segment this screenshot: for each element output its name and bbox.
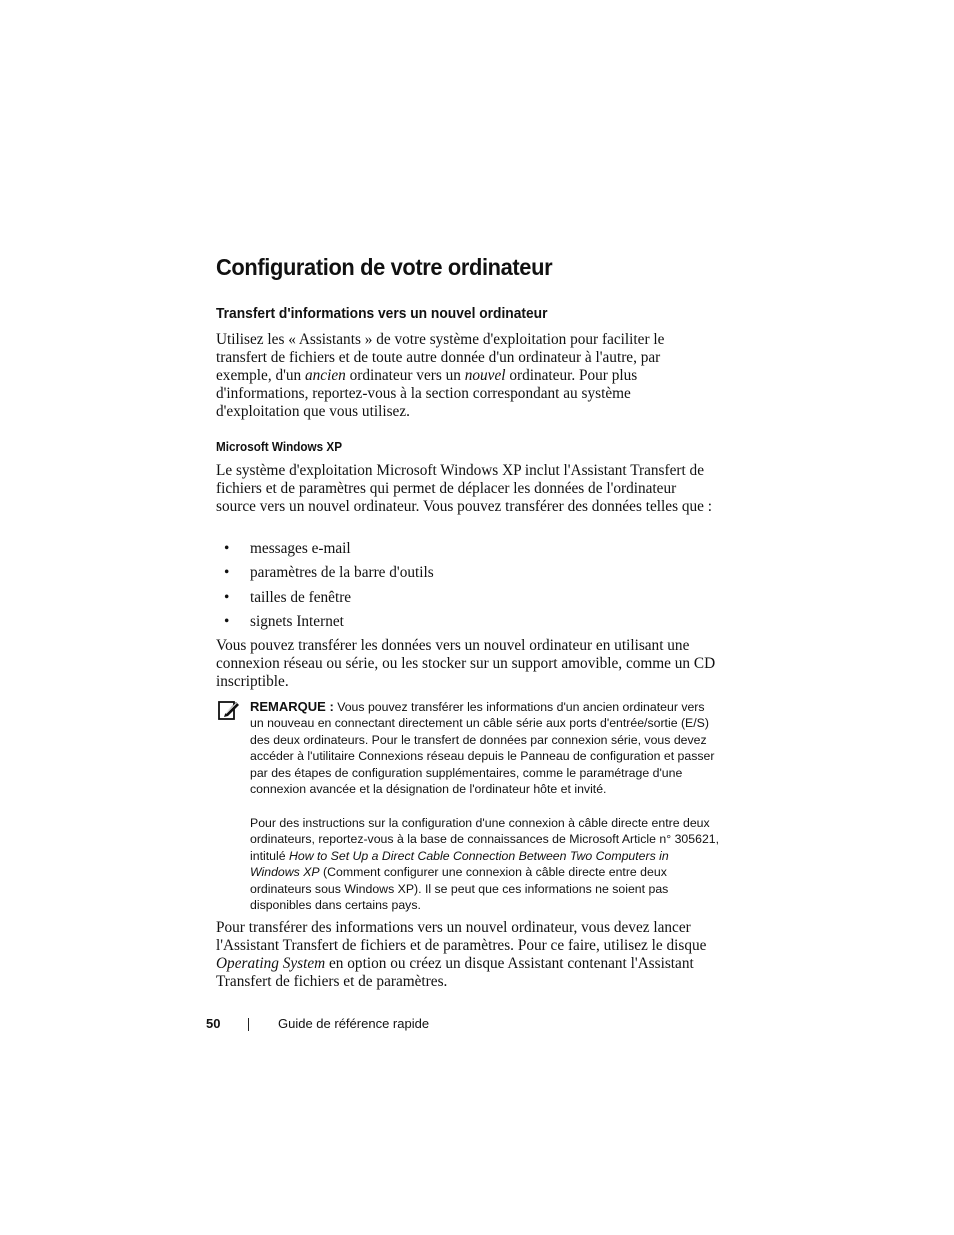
footer-divider [248,1018,249,1031]
note-paragraph-1 [250,699,720,797]
intro-paragraph [216,331,716,421]
intro-text-3: ordinateur. Pour plus d'informations, reportez-vous à la section correspondant au système d'exploitation que vous utilisez. [216,367,638,420]
list-item-text: signets Internet [250,613,344,631]
footer-title: Guide de référence rapide [278,1016,430,1031]
launch-text-2: en option ou créez un disque Assistant contenant l'Assistant Transfert de fichiers et de paramètres. [216,955,694,990]
bullet-icon: • [224,564,230,582]
list-item [216,564,716,588]
intro-italic-nouvel: nouvel [464,367,506,384]
note-text-2: Pour des instructions sur la configuration d'une connexion à câble directe entre deux ordinateurs, reportez-vous à la base de connaissances de Microsoft Article n° 305621, intitulé [250,816,720,863]
bullet-icon: • [224,540,230,557]
note-text-1: Vous pouvez transférer les informations d'un ancien ordinateur vers un nouveau en connectant directement un câble série aux ports d'entrée/sortie (E/S) des deux ordinateurs. Pour le transfert de données par connexion série, vous devez accéder à l'utilitaire Connexions réseau depuis le Panneau de configuration et passer par des étapes de configuration supplémentaires, comme le paramétrage d'une connexion avancée et la désignation de l'ordinateur hôte et invité. [250,700,715,797]
transfer-method-paragraph: Vous pouvez transférer les données vers un nouvel ordinateur en utilisant une connexion réseau ou série, ou les stocker sur un support amovible, comme un CD inscriptible. [216,637,716,690]
list-item-text: messages e-mail [250,540,351,557]
launch-text-1: Pour transférer des informations vers un nouvel ordinateur, vous devez lancer l'Assistant Transfert de fichiers et de paramètres. Pour ce faire, utilisez le disque [216,919,707,954]
list-item [216,540,716,564]
section-title: Transfert d'informations vers un nouvel ordinateur [216,305,548,322]
list-item-text: paramètres de la barre d'outils [250,564,434,582]
intro-italic-ancien: ancien [305,367,346,384]
note-pencil-icon [218,699,240,721]
bullet-icon: • [224,588,230,606]
intro-text-2: ordinateur vers un [345,367,465,384]
list-item [216,589,716,613]
windows-xp-paragraph: Le système d'exploitation Microsoft Windows XP inclut l'Assistant Transfert de fichiers et de paramètres qui permet de déplacer les données de l'ordinateur source vers un nouvel ordinateur. Vous pouvez transférer des données telles que : [216,462,713,515]
note-paragraph-2 [250,815,720,913]
page-number: 50 [206,1016,221,1031]
launch-wizard-paragraph [216,919,716,991]
subsection-title: Microsoft Windows XP [216,439,342,454]
note-label: REMARQUE : [250,699,334,714]
page-title: Configuration de votre ordinateur [216,254,553,280]
transfer-items-list [216,540,716,638]
intro-text-1: Utilisez les « Assistants » de votre système d'exploitation pour faciliter le transfert de fichiers et de toute autre donnée d'un ordinateur à l'autre, par exemple, d'un [216,331,665,384]
list-item [216,613,716,637]
list-item-text: tailles de fenêtre [250,588,352,606]
launch-italic-os: Operating System [216,955,326,972]
note-article-title: How to Set Up a Direct Cable Connection Between Two Computers in Windows XP [250,848,669,880]
bullet-icon: • [224,613,230,631]
note-text-3: (Comment configurer une connexion à câble directe entre deux ordinateurs sous Windows XP). Il se peut que ces informations ne soient pas disponibles dans certains pays. [250,865,669,913]
